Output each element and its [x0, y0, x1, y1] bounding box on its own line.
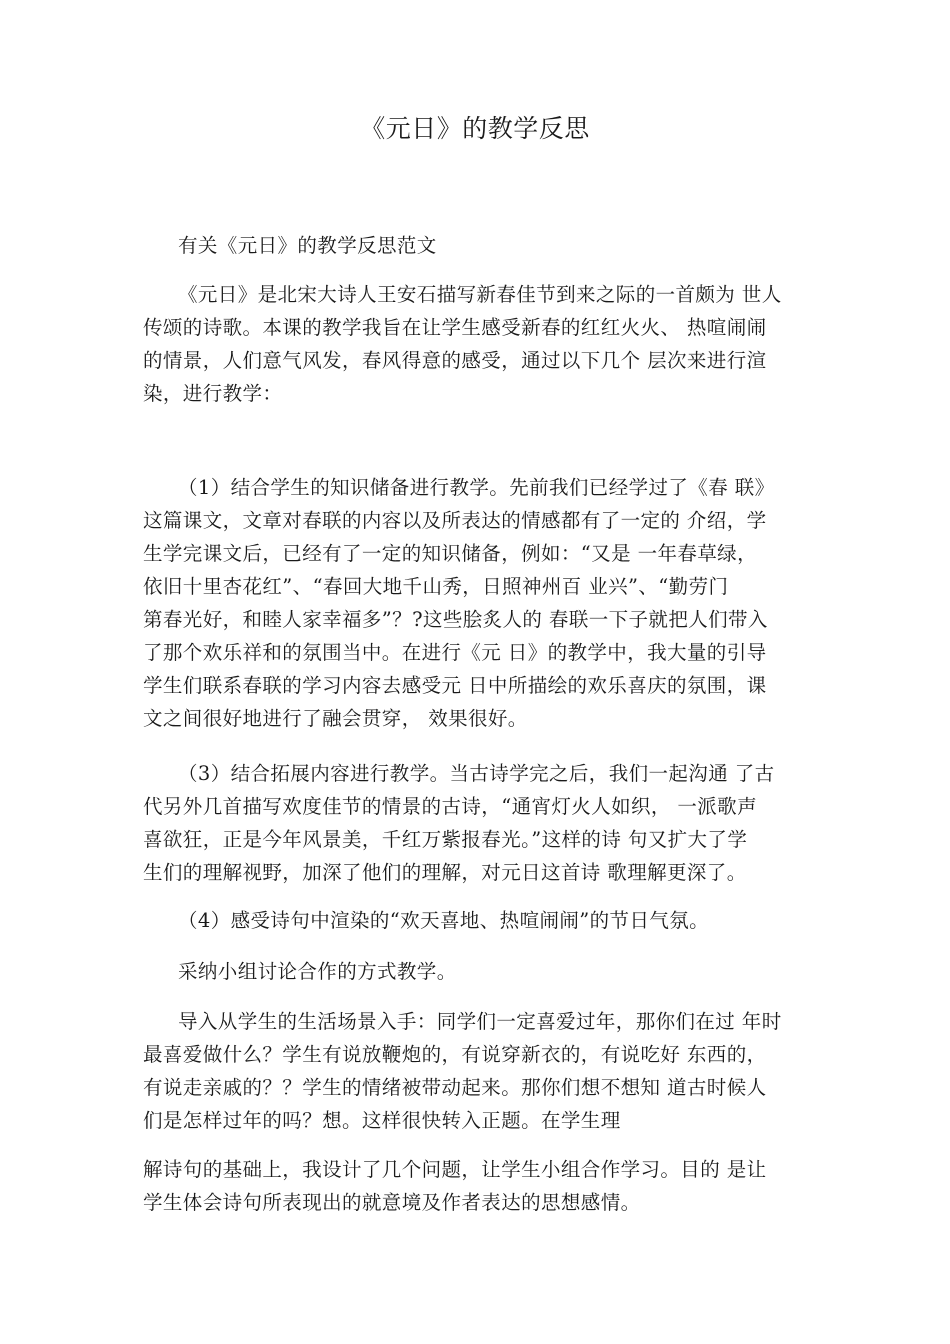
text-line: （3）结合拓展内容进行教学。当古诗学完之后，我们一起沟通 了古 [178, 762, 775, 785]
text-line: 解诗句的基础上，我设计了几个问题，让学生小组合作学习。目的 是让 [143, 1158, 767, 1181]
text-line: 导入从学生的生活场景入手：同学们一定喜爱过年，那你们在过 年时 [178, 1010, 782, 1033]
paragraph-lead-in [143, 1005, 833, 1137]
text-line: 有关《元日》的教学反思范文 [178, 234, 437, 257]
text-line: 学生体会诗句所表现出的就意境及作者表达的思想感情。 [143, 1191, 641, 1214]
paragraph-intro [143, 278, 833, 410]
text-line: 们是怎样过年的吗？想。这样很快转入正题。在学生理 [143, 1109, 621, 1132]
text-line: 生学完课文后，已经有了一定的知识储备，例如：“又是 一年春草绿， [143, 542, 757, 565]
text-line: 依旧十里杏花红”、“春回大地千山秀，日照神州百 业兴”、“勤劳门 [143, 575, 729, 598]
text-line: 生们的理解视野，加深了他们的理解，对元日这首诗 歌理解更深了。 [143, 861, 747, 884]
text-line: 这篇课文，文章对春联的内容以及所表达的情感都有了一定的 介绍，学 [143, 509, 767, 532]
text-line: 最喜爱做什么？学生有说放鞭炮的，有说穿新衣的，有说吃好 东西的， [143, 1043, 767, 1066]
text-line: 学生们联系春联的学习内容去感受元 日中所描绘的欢乐喜庆的氛围，课 [143, 674, 767, 697]
text-line: （4）感受诗句中渲染的“欢天喜地、热喧闹闹”的节日气氛。 [178, 909, 710, 932]
text-line: 的情景，人们意气风发，春风得意的感受，通过以下几个 层次来进行渲 [143, 349, 767, 372]
paragraph-subtitle [143, 229, 833, 262]
text-line: 传颂的诗歌。本课的教学我旨在让学生感受新春的红红火火、 热喧闹闹 [143, 316, 767, 339]
paragraph-point-4 [143, 904, 833, 937]
text-line: 喜欲狂，正是今年风景美，千红万紫报春光。”这样的诗 句又扩大了学 [143, 828, 748, 851]
paragraph-method [143, 955, 833, 988]
text-line: 采纳小组讨论合作的方式教学。 [178, 960, 457, 983]
text-line: 染，进行教学： [143, 382, 283, 405]
paragraph-point-3 [143, 757, 833, 889]
paragraph-continuation [143, 1153, 833, 1219]
paragraph-point-1 [143, 471, 833, 735]
text-line: 了那个欢乐祥和的氛围当中。在进行《元 日》的教学中，我大量的引导 [143, 641, 767, 664]
text-line: 《元日》是北宋大诗人王安石描写新春佳节到来之际的一首颇为 世人 [178, 283, 782, 306]
text-line: 有说走亲戚的？？学生的情绪被带动起来。那你们想不想知 道古时候人 [143, 1076, 767, 1099]
text-line: 第春光好，和睦人家幸福多”？?这些脍炙人的 春联一下子就把人们带入 [143, 608, 768, 631]
text-line: 代另外几首描写欢度佳节的情景的古诗，“通宵灯火人如织， 一派歌声 [143, 795, 757, 818]
document-title: 《元日》的教学反思 [360, 114, 590, 143]
text-line: （1）结合学生的知识储备进行教学。先前我们已经学过了《春 联》 [178, 476, 775, 499]
text-line: 文之间很好地进行了融会贯穿， 效果很好。 [143, 707, 528, 730]
